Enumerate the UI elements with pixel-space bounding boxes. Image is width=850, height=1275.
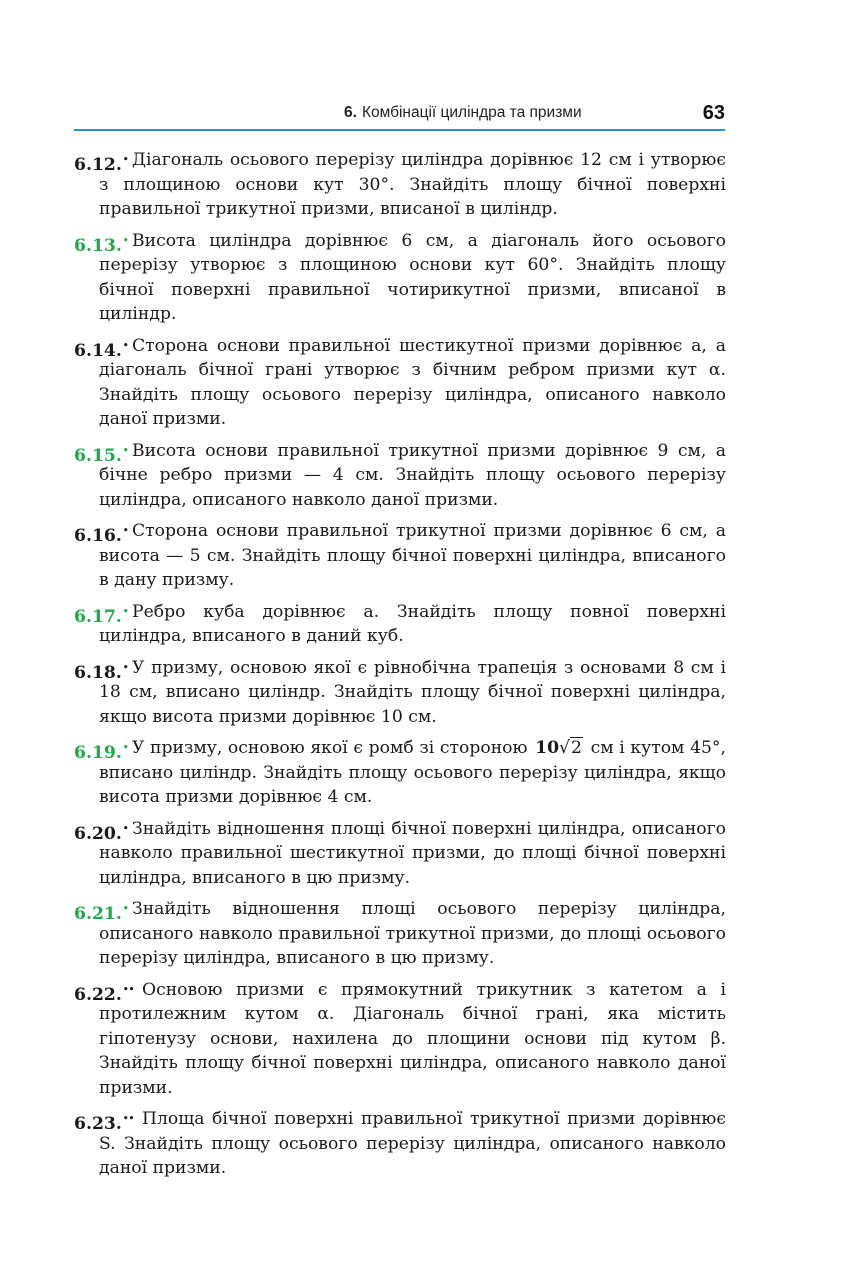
chapter-number: 6.	[344, 104, 357, 121]
problem-list	[74, 148, 726, 1188]
sqrt-expression: 10√2	[535, 738, 582, 758]
page-number: 63	[702, 102, 725, 124]
problem-6-17	[74, 600, 726, 649]
header-divider	[74, 129, 725, 131]
problem-text: Висота циліндра дорівнює 6 см, а діагональ його осьового перерізу утворює з площиною основи кут 60°. Знайдіть площу бічної поверхні правильної чотирикутної призми, вписаної в циліндр.	[99, 230, 726, 324]
page-header	[74, 100, 725, 128]
problem-text: Основою призми є прямокутний трикутник з катетом a і протилежним кутом α. Діагональ бічної грані, яка містить гіпотенузу основи, нахилена до площини основи під кутом β. Знайдіть площу бічної поверхні циліндра, описаного навколо даної призми.	[99, 979, 726, 1098]
problem-number: 6.21.•	[74, 904, 129, 924]
problem-6-22	[74, 978, 726, 1101]
problem-number: 6.20.•	[74, 823, 129, 844]
problem-6-20	[74, 817, 726, 891]
problem-number: 6.13.•	[74, 235, 129, 256]
problem-number: 6.18.•	[74, 662, 129, 683]
problem-text: Ребро куба дорівнює a. Знайдіть площу повної поверхні циліндра, вписаного в даний куб.	[99, 601, 726, 646]
problem-6-14	[74, 334, 726, 432]
problem-number: 6.16.•	[74, 526, 129, 546]
problem-text: Діагональ осьового перерізу циліндра дорівнює 12 см і утворює з площиною основи кут 30°. Знайдіть площу бічної поверхні правильної трикутної призми, вписаної в циліндр.	[99, 150, 726, 219]
chapter-title	[344, 104, 582, 122]
problem-number: 6.23.••	[74, 1114, 135, 1134]
problem-6-21	[74, 897, 726, 971]
problem-text: У призму, основою якої є рівнобічна трапеція з основами 8 см і 18 см, вписано циліндр. Знайдіть площу бічної поверхні циліндра, якщо висота призми дорівнює 10 см.	[99, 657, 726, 727]
problem-text: Сторона основи правильної трикутної призми дорівнює 6 см, а висота — 5 см. Знайдіть площу бічної поверхні циліндра, вписаного в дану призму.	[99, 521, 726, 590]
problem-text: Висота основи правильної трикутної призми дорівнює 9 см, а бічне ребро призми — 4 см. Знайдіть площу осьового перерізу циліндра, описаного навколо даної призми.	[99, 440, 726, 510]
problem-6-13	[74, 229, 726, 327]
radical-sign: √	[559, 738, 570, 758]
problem-number: 6.14.•	[74, 340, 129, 361]
problem-6-18	[74, 656, 726, 730]
problem-6-23	[74, 1107, 726, 1181]
problem-number: 6.12.•	[74, 155, 129, 175]
problem-number: 6.15.•	[74, 445, 129, 466]
problem-text: Площа бічної поверхні правильної трикутної призми дорівнює S. Знайдіть площу осьового перерізу циліндра, описаного навколо даної призми.	[99, 1109, 726, 1178]
problem-text: Сторона основи правильної шестикутної призми дорівнює a, а діагональ бічної грані утворює з бічним ребром призми кут α. Знайдіть площу осьового перерізу циліндра, описаного навколо даної призми.	[99, 335, 726, 429]
problem-6-16	[74, 519, 726, 593]
problem-number: 6.17.•	[74, 606, 129, 627]
problem-text: Знайдіть відношення площі бічної поверхні циліндра, описаного навколо правильної шестикутної призми, до площі бічної поверхні циліндра, вписаного в цю призму.	[99, 818, 726, 888]
problem-text: Знайдіть відношення площі осьового перерізу циліндра, описаного навколо правильної трикутної призми, до площі осьового перерізу циліндра, вписаного в цю призму.	[99, 899, 726, 968]
chapter-title-text: Комбінації циліндра та призми	[361, 104, 582, 121]
problem-number: 6.19.•	[74, 743, 129, 763]
problem-6-15	[74, 439, 726, 513]
problem-6-12	[74, 148, 726, 222]
problem-6-19	[74, 736, 726, 810]
problem-text: У призму, основою якої є ромб зі стороною 10√2 см і кутом 45°, вписано циліндр. Знайдіть площу осьового перерізу циліндра, якщо висота призми дорівнює 4 см.	[99, 738, 726, 807]
problem-number: 6.22.••	[74, 984, 135, 1005]
